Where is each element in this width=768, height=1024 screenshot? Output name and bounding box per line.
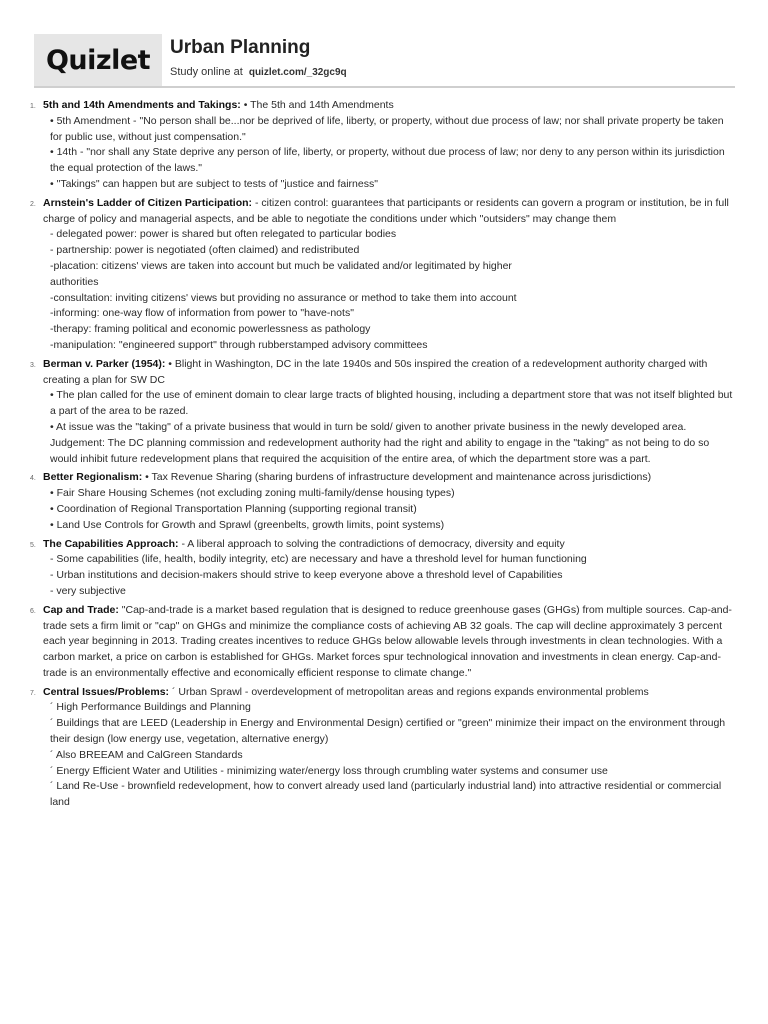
term-body — [43, 603, 736, 682]
definition-line: • The plan called for the use of eminent domain to clear large tracts of blighted housing, including a department store that was not itself blighted but a part of the area to be razed. — [50, 389, 733, 418]
definition-line: -therapy: framing political and economic powerlessness as pathology — [50, 323, 371, 336]
term-body — [43, 357, 736, 468]
definition-line: • Blight in Washington, DC in the late 1940s and 50s inspired the creation of a redevelopment authority charged with creating a plan for SW DC — [43, 357, 708, 386]
term-word: Berman v. Parker (1954): — [43, 357, 166, 370]
definition-line: • Coordination of Regional Transportation Planning (supporting regional transit) — [50, 502, 417, 515]
definition-line: • 5th Amendment - "No person shall be...nor be deprived of life, liberty, or property, without due process of law; nor shall private property be taken for public use, without just compensation." — [50, 114, 724, 143]
definition-line: • At issue was the "taking" of a private business that would in turn be sold/ given to another private business in the newly developed area. — [50, 420, 687, 433]
term-list — [30, 98, 736, 814]
term-number: 7. — [30, 689, 36, 697]
definition-line: "Cap-and-trade is a market based regulation that is designed to reduce greenhouse gases (GHGs) from multiple sources. Cap-and-trade sets a firm limit or "cap" on GHGs and minimize the compliance costs of achieving AB 32 goals. The cap will decline approximately 3 percent each year beginning in 2013. Trading creates incentives to reduce GHGs below allowable levels through investments in clean technologies. With a carbon market, a price on carbon is established for GHGs. Market forces spur technological innovation and investments in clean energy. Cap-and-trade is an environmentally effective and economically efficient response to climate change." — [43, 603, 732, 679]
study-online-line — [170, 66, 347, 78]
term-number: 5. — [30, 541, 36, 549]
definition-line: ´ Land Re-Use - brownfield redevelopment, how to convert already used land (particularly industrial land) into attractive residential or commercial land — [50, 780, 722, 809]
definition-line: - Urban institutions and decision-makers should strive to keep everyone above a threshold level of Capabilities — [50, 569, 563, 582]
definition-line: -manipulation: "engineered support" through rubberstamped advisory committees — [50, 338, 428, 351]
term-item — [30, 685, 736, 811]
term-word: Cap and Trade: — [43, 603, 119, 616]
term-item — [30, 470, 736, 533]
definition-line: ´ High Performance Buildings and Planning — [50, 701, 251, 714]
definition-line: Judgement: The DC planning commission and redevelopment authority had the right and ability to engage in the "taking" as not being to do so would inhibit future redevelopment plans that required the acquisition of the entire area, of which the department store was a part. — [50, 436, 710, 465]
definition-line: • Fair Share Housing Schemes (not excluding zoning multi-family/dense housing types) — [50, 487, 455, 500]
definition-line: ´ Urban Sprawl - overdevelopment of metropolitan areas and regions expands environmental problems — [171, 685, 649, 698]
definition-line: • Tax Revenue Sharing (sharing burdens of infrastructure development and maintenance across jurisdictions) — [145, 471, 652, 484]
term-word: Central Issues/Problems: — [43, 685, 170, 698]
term-body — [43, 685, 736, 811]
definition-line: • Land Use Controls for Growth and Sprawl (greenbelts, growth limits, point systems) — [50, 518, 445, 531]
definition-line: ´ Energy Efficient Water and Utilities - minimizing water/energy loss through crumbling water systems and consumer use — [50, 764, 608, 777]
page-header — [34, 34, 735, 88]
definition-line: - very subjective — [50, 584, 126, 597]
term-item — [30, 98, 736, 193]
definition-line: - A liberal approach to solving the contradictions of democracy, diversity and equity — [181, 537, 565, 550]
term-word: Better Regionalism: — [43, 471, 143, 484]
definition-line: - partnership: power is negotiated (often claimed) and redistributed — [50, 244, 360, 257]
study-url-link[interactable]: quizlet.com/_32gc9q — [248, 67, 347, 78]
definition-line: - citizen control: guarantees that participants or residents can govern a program or institution, be in full charge of policy and managerial aspects, and be able to negotiate the conditions under which "outsiders" may change them — [43, 196, 729, 225]
term-item — [30, 603, 736, 682]
term-item — [30, 196, 736, 354]
definition-line: ´ Buildings that are LEED (Leadership in Energy and Environmental Design) certified or "green" minimize their impact on the environment through their design (low energy use, vegetation, alternative energy) — [50, 717, 726, 746]
term-number: 1. — [30, 103, 36, 110]
term-number: 3. — [30, 361, 36, 369]
definition-line: authorities — [50, 275, 99, 288]
term-body — [43, 196, 736, 354]
logo-text: Quizlet — [45, 44, 151, 76]
page-title: Urban Planning — [170, 37, 311, 58]
term-word: The Capabilities Approach: — [43, 537, 179, 550]
definition-line: • "Takings" can happen but are subject to tests of "justice and fairness" — [50, 177, 378, 190]
term-body — [43, 98, 736, 193]
term-item — [30, 357, 736, 468]
definition-line: • The 5th and 14th Amendments — [243, 99, 394, 111]
term-body — [43, 537, 736, 600]
term-word: Arnstein's Ladder of Citizen Participation: — [43, 196, 253, 209]
definition-line: - delegated power: power is shared but often relegated to particular bodies — [50, 228, 397, 241]
definition-line: • 14th - "nor shall any State deprive any person of life, liberty, or property, without due process of law; nor deny to any person within its jurisdiction the equal protection of the laws." — [50, 146, 725, 175]
quizlet-logo[interactable] — [34, 34, 162, 86]
term-item — [30, 537, 736, 600]
term-number: 2. — [30, 200, 36, 208]
term-body — [43, 470, 736, 533]
definition-line: -placation: citizens' views are taken into account but much be validated and/or legitimated by higher — [50, 259, 512, 272]
term-number: 4. — [30, 475, 36, 483]
definition-line: ´ Also BREEAM and CalGreen Standards — [50, 748, 243, 761]
definition-line: -consultation: inviting citizens' views but providing no assurance or method to take them into account — [50, 291, 517, 304]
study-prefix: Study online at — [170, 66, 243, 78]
definition-line: -informing: one-way flow of information from power to "have-nots" — [50, 307, 354, 320]
term-word: 5th and 14th Amendments and Takings: — [43, 99, 241, 111]
term-number: 6. — [30, 607, 36, 615]
definition-line: - Some capabilities (life, health, bodily integrity, etc) are necessary and have a threshold level for human functioning — [50, 553, 587, 566]
